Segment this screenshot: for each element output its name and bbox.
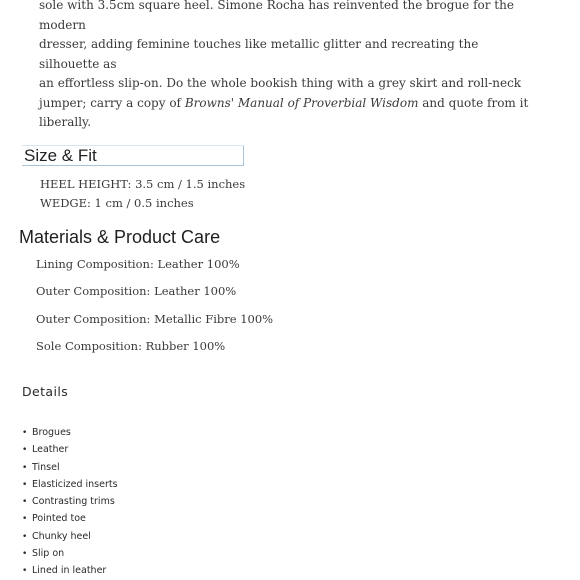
list-item — [22, 441, 118, 458]
material-item: Outer Composition: Metallic Fibre 100% — [36, 312, 274, 326]
list-item — [22, 476, 118, 493]
list-item-label: Pointed toe — [32, 513, 86, 525]
description-line: dresser, adding feminine touches like metallic glitter and recreating the silhouette as — [39, 37, 479, 71]
list-item-label: Brogues — [32, 427, 71, 438]
material-item: Sole Composition: Rubber 100% — [36, 339, 226, 353]
list-item — [22, 545, 118, 562]
wedge-height: WEDGE: 1 cm / 0.5 inches — [40, 196, 194, 210]
list-item-label: Slip on — [32, 548, 65, 560]
list-item-label: Elasticized inserts — [32, 478, 118, 490]
bullet-icon: • — [22, 566, 28, 577]
list-item-label: Tinsel — [32, 461, 60, 473]
bullet-icon: • — [22, 531, 28, 542]
description-line — [39, 94, 539, 114]
materials-heading: Materials & Product Care — [19, 227, 221, 247]
heel-height: HEEL HEIGHT: 3.5 cm / 1.5 inches — [40, 177, 246, 191]
list-item — [22, 510, 118, 527]
description-text: and quote from it — [418, 95, 529, 110]
description-line: liberally. — [39, 115, 92, 129]
list-item — [22, 493, 118, 510]
list-item — [22, 528, 118, 545]
bullet-icon: • — [22, 462, 28, 473]
details-list — [22, 424, 118, 580]
bullet-icon: • — [22, 549, 28, 560]
details-heading: Details — [22, 384, 69, 399]
material-item: Lining Composition: Leather 100% — [36, 257, 240, 271]
list-item-label: Leather — [32, 444, 69, 456]
list-item-label: Lined in leather — [32, 565, 107, 577]
bullet-icon: • — [22, 445, 28, 456]
size-fit-heading[interactable]: Size & Fit — [22, 146, 244, 166]
book-title: Browns' Manual of Proverbial Wisdom — [184, 95, 419, 110]
description-line: an effortless slip-on. Do the whole bookish thing with a grey skirt and roll-neck — [39, 76, 522, 90]
bullet-icon: • — [22, 497, 28, 508]
bullet-icon: • — [22, 514, 28, 525]
description-line: sole with 3.5cm square heel. Simone Rocha has reinvented the brogue for the modern — [39, 0, 514, 32]
list-item — [22, 424, 118, 441]
description-text: jumper; carry a copy of — [39, 95, 185, 110]
bullet-icon: • — [22, 479, 28, 490]
list-item-label: Contrasting trims — [32, 496, 115, 508]
product-description — [39, 0, 539, 133]
list-item — [22, 459, 118, 476]
material-item: Outer Composition: Leather 100% — [36, 284, 237, 298]
bullet-icon: • — [22, 428, 28, 438]
list-item — [22, 562, 118, 579]
list-item-label: Chunky heel — [32, 530, 91, 542]
